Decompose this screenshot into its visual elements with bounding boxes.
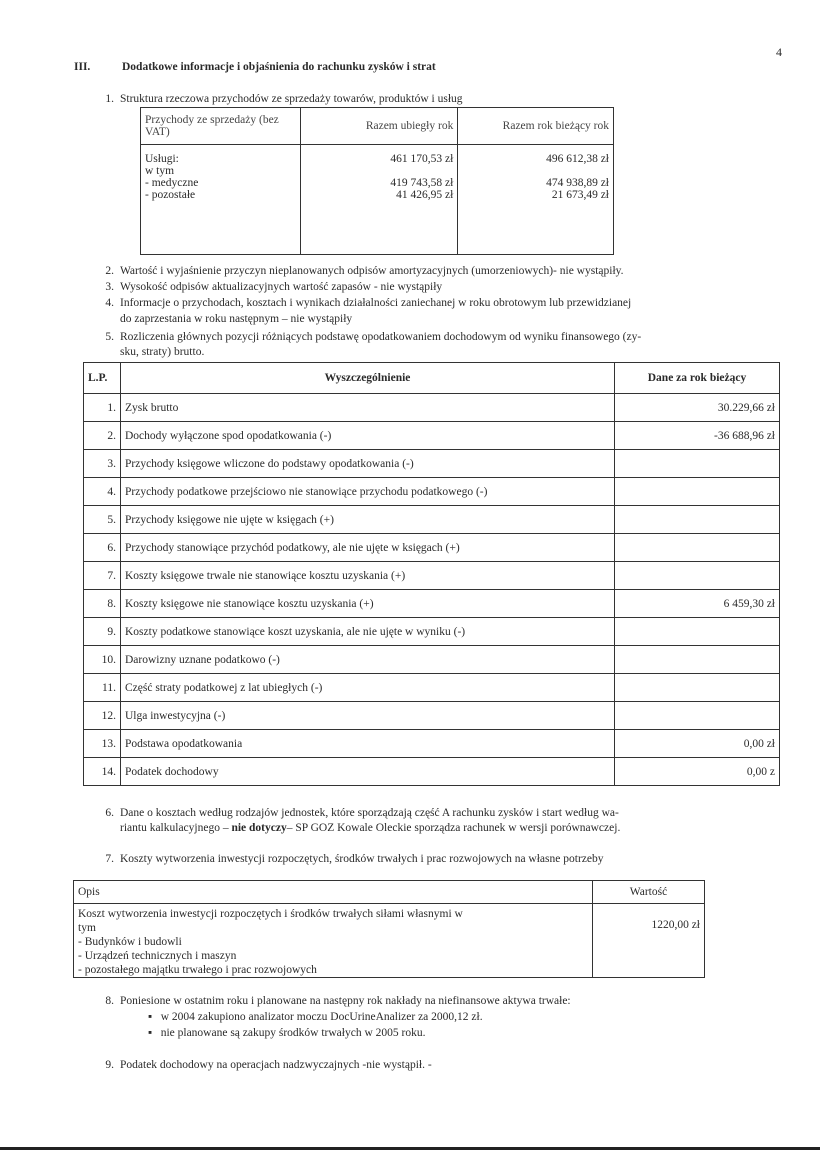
row-number: 2. <box>84 422 121 450</box>
item-text: Wartość i wyjaśnienie przyczyn nieplanowanych odpisów amortyzacyjnych (umorzeniowych)- nie wystąpiły. <box>120 265 624 277</box>
table-row <box>84 394 780 422</box>
curr-value <box>462 165 609 177</box>
row-description: Przychody księgowe wliczone do podstawy opodatkowania (-) <box>121 450 615 478</box>
item-text: Koszty wytworzenia inwestycji rozpoczętych, środków trwałych i prac rozwojowych na własne potrzeby <box>120 853 604 865</box>
header-prev-year: Razem ubiegły rok <box>300 108 458 145</box>
table-row <box>84 534 780 562</box>
table-row <box>84 478 780 506</box>
row-description: Koszty księgowe trwale nie stanowiące kosztu uzyskania (+) <box>121 562 615 590</box>
row-number: 9. <box>84 618 121 646</box>
item-text: Wysokość odpisów aktualizacyjnych wartość zapasów - nie wystąpiły <box>120 281 443 293</box>
table-row <box>84 506 780 534</box>
curr-values-cell <box>458 145 614 255</box>
header-lp: L.P. <box>84 363 121 394</box>
row-value: 30.229,66 zł <box>615 394 780 422</box>
curr-value: 474 938,89 zł <box>546 177 609 189</box>
row-description: Koszty księgowe nie stanowiące kosztu uzyskania (+) <box>121 590 615 618</box>
section-number: III. <box>74 61 91 73</box>
bullet-icon: ▪ <box>148 1027 153 1039</box>
section-heading <box>74 61 436 73</box>
table-row <box>84 758 780 786</box>
item-number: 7. <box>105 853 114 865</box>
row-label: - medyczne <box>145 177 199 189</box>
item-text: Struktura rzeczowa przychodów ze sprzedaży towarów, produktów i usług <box>120 93 463 105</box>
row-value <box>615 702 780 730</box>
table-row <box>84 702 780 730</box>
item-text: riantu kalkulacyjnego – <box>120 822 232 834</box>
table-row <box>74 904 705 978</box>
item-emphasis: nie dotyczy <box>231 822 287 834</box>
item-number: 1. <box>105 93 114 105</box>
header-current-year: Razem rok bieżący rok <box>458 108 614 145</box>
desc-line: - Budynków i budowli <box>78 936 182 948</box>
desc-line: Koszt wytworzenia inwestycji rozpoczętych i środków trwałych siłami własnymi w <box>78 908 463 920</box>
row-number: 4. <box>84 478 121 506</box>
item-number: 4. <box>105 297 114 309</box>
bullet-text: nie planowane są zakupy środków trwałych w 2005 roku. <box>160 1027 426 1039</box>
row-number: 3. <box>84 450 121 478</box>
table-header-row <box>84 363 780 394</box>
prev-value: 419 743,58 zł <box>390 177 454 189</box>
row-value <box>615 534 780 562</box>
row-value: 0,00 zł <box>615 730 780 758</box>
row-number: 12. <box>84 702 121 730</box>
table-header-row <box>141 108 614 145</box>
prev-value: 461 170,53 zł <box>390 153 454 165</box>
row-number: 13. <box>84 730 121 758</box>
row-description: Przychody księgowe nie ujęte w księgach (+) <box>121 506 615 534</box>
row-value <box>615 618 780 646</box>
curr-value: 21 673,49 zł <box>551 189 609 201</box>
item-number: 3. <box>105 281 114 293</box>
bullet-icon: ▪ <box>148 1011 153 1023</box>
header-value: Wartość <box>593 881 705 904</box>
tax-reconciliation-table <box>83 362 780 786</box>
row-value <box>615 674 780 702</box>
header-revenue: Przychody ze sprzedaży (bez VAT) <box>141 108 301 145</box>
item-text: Rozliczenia głównych pozycji różniących podstawę opodatkowaniem dochodowym od wyniku finansowego (zy- <box>120 331 642 343</box>
item-text: Poniesione w ostatnim roku i planowane na następny rok nakłady na niefinansowe aktywa trwałe: <box>120 995 571 1007</box>
row-number: 5. <box>84 506 121 534</box>
curr-value: 496 612,38 zł <box>546 153 609 165</box>
item-text: Dane o kosztach według rodzajów jednostek, które sporządzają część A rachunku zysków i start według wa- <box>120 807 619 819</box>
row-label: - pozostałe <box>145 189 196 201</box>
desc-line: - pozostałego majątku trwałego i prac rozwojowych <box>78 964 317 976</box>
row-number: 1. <box>84 394 121 422</box>
row-value: -36 688,96 zł <box>615 422 780 450</box>
header-current-year: Dane za rok bieżący <box>615 363 780 394</box>
row-description: Przychody podatkowe przejściowo nie stanowiące przychodu podatkowego (-) <box>121 478 615 506</box>
row-value <box>615 506 780 534</box>
header-description: Wyszczególnienie <box>121 363 615 394</box>
row-number: 8. <box>84 590 121 618</box>
revenue-structure-table <box>140 107 614 255</box>
desc-line: tym <box>78 922 96 934</box>
item-number: 8. <box>105 995 114 1007</box>
description-cell <box>74 904 593 978</box>
table-row <box>84 450 780 478</box>
row-number: 7. <box>84 562 121 590</box>
row-number: 11. <box>84 674 121 702</box>
row-description: Koszty podatkowe stanowiące koszt uzyskania, ale nie ujęte w wyniku (-) <box>121 618 615 646</box>
row-description: Podatek dochodowy <box>121 758 615 786</box>
row-label: w tym <box>145 165 175 177</box>
prev-value <box>305 165 454 177</box>
item-text: Informacje o przychodach, kosztach i wynikach działalności zaniechanej w roku obrotowym lub przewidzianej <box>120 297 632 309</box>
prev-value: 41 426,95 zł <box>396 189 454 201</box>
header-description: Opis <box>74 881 593 904</box>
item-number: 6. <box>105 807 114 819</box>
item-number: 5. <box>105 331 114 343</box>
table-row <box>84 562 780 590</box>
row-description: Część straty podatkowej z lat ubiegłych (-) <box>121 674 615 702</box>
table-row <box>84 618 780 646</box>
row-value <box>615 478 780 506</box>
row-label: Usługi: <box>145 153 179 165</box>
row-number: 14. <box>84 758 121 786</box>
bullet-text: w 2004 zakupiono analizator moczu DocUrineAnalizer za 2000,12 zł. <box>160 1011 483 1023</box>
value-cell: 1220,00 zł <box>593 904 705 978</box>
item-text: Podatek dochodowy na operacjach nadzwyczajnych -nie wystąpił. - <box>120 1059 432 1071</box>
page-edge-divider <box>0 1147 820 1150</box>
row-description: Przychody stanowiące przychód podatkowy, ale nie ujęte w księgach (+) <box>121 534 615 562</box>
row-number: 10. <box>84 646 121 674</box>
item-number: 9. <box>105 1059 114 1071</box>
table-row <box>84 646 780 674</box>
row-value <box>615 562 780 590</box>
row-number: 6. <box>84 534 121 562</box>
row-description: Zysk brutto <box>121 394 615 422</box>
investment-costs-table <box>73 880 705 978</box>
table-row <box>84 730 780 758</box>
list-item <box>148 1010 483 1025</box>
row-description: Podstawa opodatkowania <box>121 730 615 758</box>
item-number: 2. <box>105 265 114 277</box>
list-item <box>148 1026 425 1041</box>
item-text: – SP GOZ Kowale Oleckie sporządza rachunek w wersji porównawczej. <box>286 822 621 834</box>
desc-line: - Urządzeń technicznych i maszyn <box>78 950 237 962</box>
row-description: Ulga inwestycyjna (-) <box>121 702 615 730</box>
row-description: Darowizny uznane podatkowo (-) <box>121 646 615 674</box>
row-value: 0,00 z <box>615 758 780 786</box>
table-row <box>84 422 780 450</box>
table-row <box>84 674 780 702</box>
row-value <box>615 646 780 674</box>
table-row <box>84 590 780 618</box>
page-number: 4 <box>776 45 782 59</box>
item-text: sku, straty) brutto. <box>120 346 205 358</box>
row-value <box>615 450 780 478</box>
section-title: Dodatkowe informacje i objaśnienia do rachunku zysków i strat <box>122 61 436 73</box>
row-value: 6 459,30 zł <box>615 590 780 618</box>
item-text: do zaprzestania w roku następnym – nie wystąpiły <box>120 313 353 325</box>
prev-values-cell <box>300 145 458 255</box>
table-header-row <box>74 881 705 904</box>
row-description: Dochody wyłączone spod opodatkowania (-) <box>121 422 615 450</box>
labels-cell <box>141 145 301 255</box>
table-row <box>141 145 614 255</box>
